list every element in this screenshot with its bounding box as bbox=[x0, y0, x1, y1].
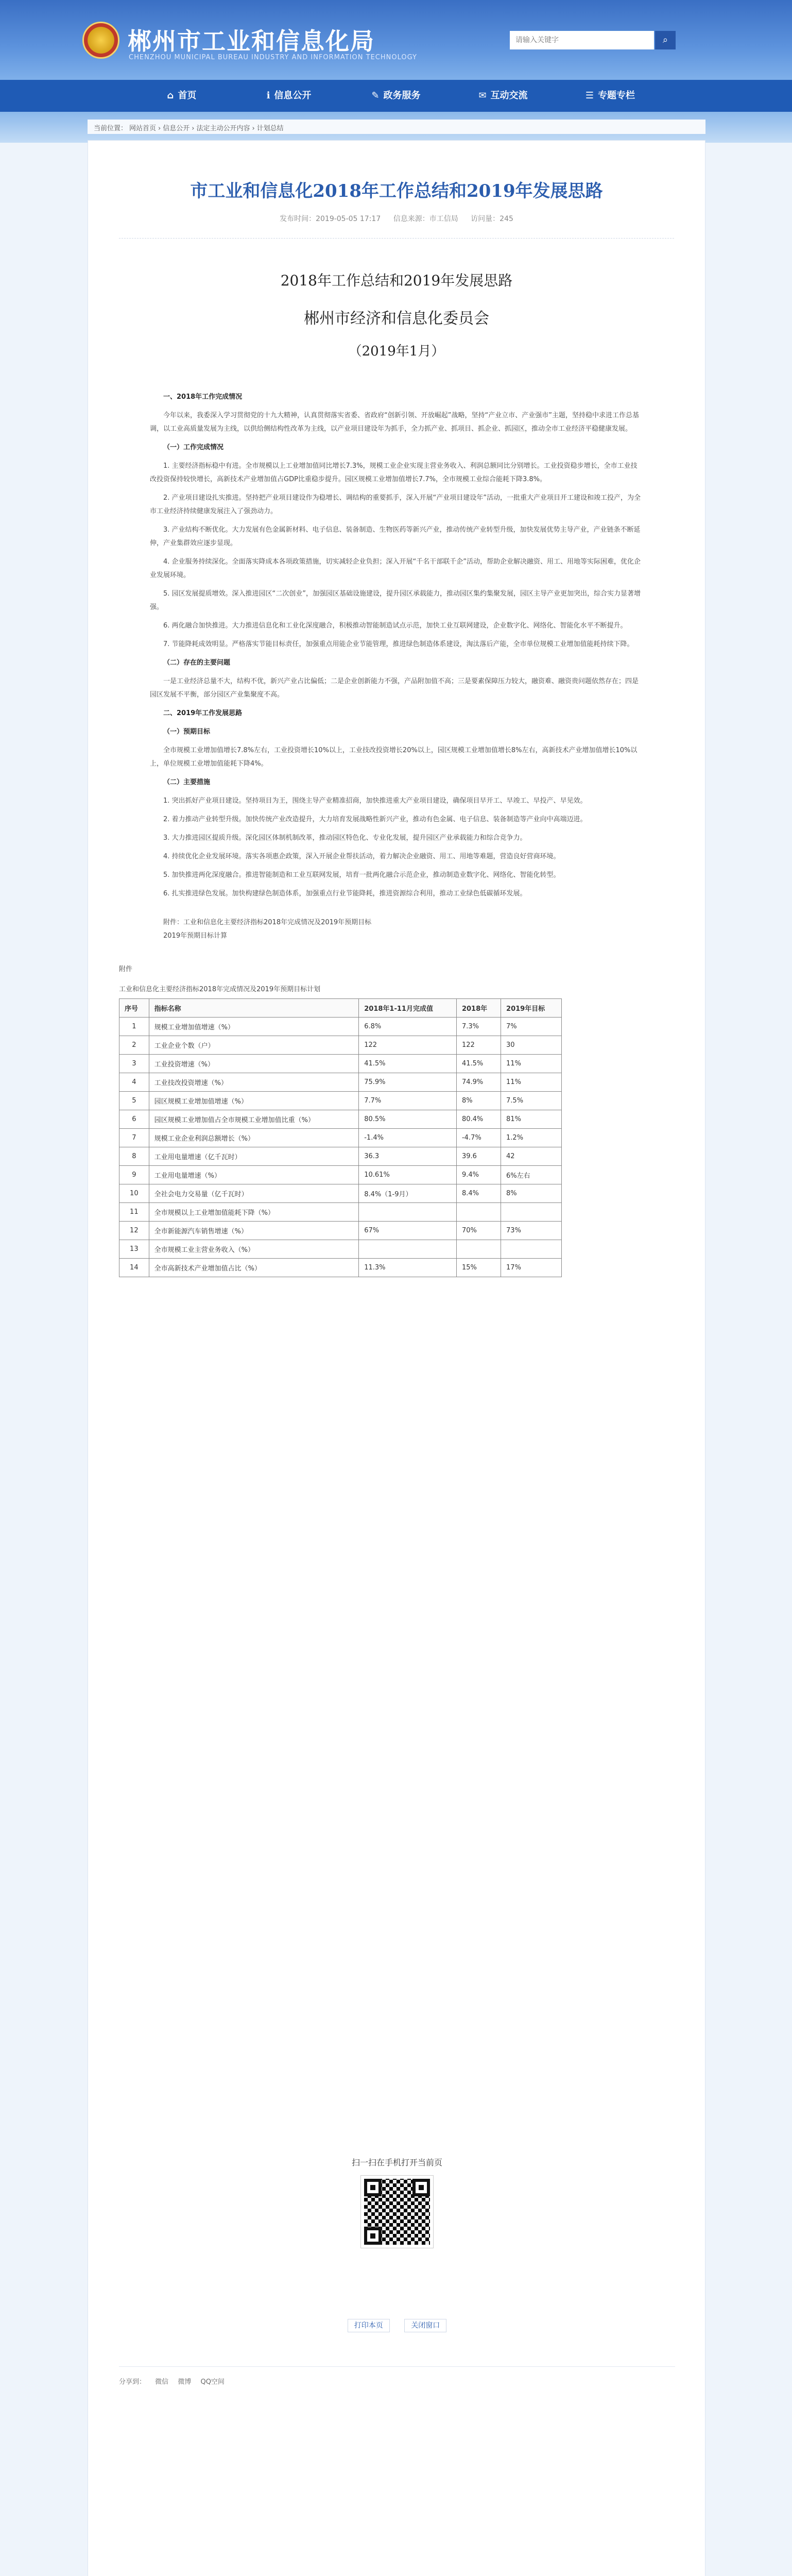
table-row bbox=[119, 1147, 562, 1166]
indicator-table bbox=[119, 998, 562, 1277]
table-cell: 70% bbox=[456, 1222, 501, 1240]
paragraph: 1. 主要经济指标稳中有进。全市规模以上工业增加值同比增长7.3%，规模工业企业实现主营业务收入、利润总额同比分别增长。工业投资稳步增长，全市工业技改投资保持较快增长，高新技术产业增加值占GDP比重稳步提升。园区规模工业增加值增长7.7%，全市规模工业综合能耗下降3.8%。 bbox=[150, 462, 638, 483]
nav-item-2[interactable] bbox=[345, 84, 447, 107]
table-cell: 36.3 bbox=[359, 1147, 457, 1166]
table-cell: 30 bbox=[501, 1036, 562, 1055]
paragraph: 4. 持续优化企业发展环境。落实各项惠企政策，深入开展企业帮扶活动，着力解决企业融资、用工、用地等难题，营造良好营商环境。 bbox=[163, 853, 560, 860]
nav-label: 专题专栏 bbox=[598, 90, 635, 101]
nav-item-3[interactable] bbox=[452, 84, 555, 107]
table-cell bbox=[501, 1203, 562, 1222]
table-cell: 全市规模工业主营业务收入（%） bbox=[149, 1240, 359, 1259]
table-cell: 4 bbox=[119, 1073, 149, 1092]
table-cell bbox=[359, 1240, 457, 1259]
table-cell: 80.5% bbox=[359, 1110, 457, 1129]
info-icon: ℹ bbox=[266, 90, 270, 101]
nav-label: 政务服务 bbox=[383, 90, 421, 101]
table-cell: 67% bbox=[359, 1222, 457, 1240]
qr-finder bbox=[412, 2179, 430, 2196]
paragraph: 2. 产业项目建设扎实推进。坚持把产业项目建设作为稳增长、调结构的重要抓手，深入开展“产业项目建设年”活动，一批重大产业项目开工建设和竣工投产，为全市工业经济持续健康发展注入了强劲动力。 bbox=[150, 494, 641, 515]
table-cell: 工业投资增速（%） bbox=[149, 1055, 359, 1073]
table-row bbox=[119, 1092, 562, 1110]
table-cell: 122 bbox=[456, 1036, 501, 1055]
emblem-logo bbox=[82, 22, 119, 59]
service-icon: ✎ bbox=[371, 90, 380, 101]
table-cell bbox=[456, 1240, 501, 1259]
topic-icon: ☰ bbox=[585, 90, 594, 101]
breadcrumb-separator: › bbox=[252, 125, 255, 132]
site-title: 郴州市工业和信息化局 bbox=[128, 27, 375, 55]
main-nav bbox=[0, 80, 792, 112]
table-cell: 8 bbox=[119, 1147, 149, 1166]
section-heading: （二）主要措施 bbox=[163, 778, 211, 786]
article-meta bbox=[88, 213, 705, 224]
article-title: 市工业和信息化2018年工作总结和2019年发展思路 bbox=[190, 181, 603, 201]
qr-label: 扫一扫在手机打开当前页 bbox=[351, 2158, 442, 2167]
breadcrumb-item[interactable]: 网站首页 bbox=[129, 125, 157, 132]
table-cell: 1.2% bbox=[501, 1129, 562, 1147]
table-title: 工业和信息化主要经济指标2018年完成情况及2019年预期目标计划 bbox=[119, 986, 321, 993]
table-cell: 11% bbox=[501, 1073, 562, 1092]
section-heading: （一）工作完成情况 bbox=[163, 444, 224, 451]
table-cell: 规模工业企业利润总额增长（%） bbox=[149, 1129, 359, 1147]
home-icon: ⌂ bbox=[167, 90, 174, 101]
table-cell: 10.61% bbox=[359, 1166, 457, 1184]
table-cell: 8.4% bbox=[456, 1184, 501, 1203]
nav-label: 首页 bbox=[178, 90, 197, 101]
table-cell: 5 bbox=[119, 1092, 149, 1110]
table-cell: 73% bbox=[501, 1222, 562, 1240]
share-bar bbox=[119, 2366, 675, 2386]
breadcrumb-item[interactable]: 信息公开 bbox=[163, 125, 190, 132]
breadcrumb-item: 当前位置： bbox=[94, 125, 128, 132]
table-cell: 园区规模工业增加值占全市规模工业增加值比重（%） bbox=[149, 1110, 359, 1129]
table-cell: 13 bbox=[119, 1240, 149, 1259]
share-label: 分享到： bbox=[119, 2378, 146, 2386]
publish-date: 发布时间：2019-05-05 17:17 bbox=[280, 215, 381, 223]
table-cell: 全市规模以上工业增加值能耗下降（%） bbox=[149, 1203, 359, 1222]
table-cell: 81% bbox=[501, 1110, 562, 1129]
table-cell: 6 bbox=[119, 1110, 149, 1129]
article-actions bbox=[88, 2320, 706, 2330]
search-input[interactable] bbox=[510, 31, 654, 49]
table-cell: 8% bbox=[456, 1092, 501, 1110]
table-row bbox=[119, 1240, 562, 1259]
table-cell: -4.7% bbox=[456, 1129, 501, 1147]
paragraph: 5. 加快推进两化深度融合。推进智能制造和工业互联网发展，培育一批两化融合示范企业，推动制造业数字化、网络化、智能化转型。 bbox=[163, 871, 560, 879]
table-row bbox=[119, 1110, 562, 1129]
info-source: 信息来源：市工信局 bbox=[393, 215, 458, 223]
table-cell: 工业技改投资增速（%） bbox=[149, 1073, 359, 1092]
table-row bbox=[119, 1184, 562, 1203]
paragraph: 2. 着力推动产业转型升级。加快传统产业改造提升，大力培育发展战略性新兴产业，推动有色金属、电子信息、装备制造等产业向中高端迈进。 bbox=[163, 816, 587, 823]
paragraph: 今年以来，我委深入学习贯彻党的十九大精神，认真贯彻落实省委、省政府“创新引领、开放崛起”战略，坚持“产业立市、产业强市”主题，坚持稳中求进工作总基调，以工业高质量发展为主线，以供给侧结构性改革为主线，以产业项目建设年为抓手，全力抓产业、抓项目、抓企业、抓园区，推动全市工业经济平稳健康发展。 bbox=[150, 412, 639, 433]
view-count: 访问量：245 bbox=[471, 215, 513, 223]
nav-item-1[interactable] bbox=[237, 84, 340, 107]
nav-label: 互动交流 bbox=[490, 90, 528, 101]
table-cell: 7.7% bbox=[359, 1092, 457, 1110]
table-cell: 3 bbox=[119, 1055, 149, 1073]
table-cell: 工业企业个数（户） bbox=[149, 1036, 359, 1055]
table-cell: 1 bbox=[119, 1018, 149, 1036]
table-row bbox=[119, 1259, 562, 1277]
share-wechat[interactable]: 微信 bbox=[155, 2378, 169, 2386]
table-cell: 2 bbox=[119, 1036, 149, 1055]
table-cell: 17% bbox=[501, 1259, 562, 1277]
section-heading: 一、2018年工作完成情况 bbox=[163, 393, 243, 401]
qr-code bbox=[361, 2176, 433, 2248]
section-heading: 二、2019年工作发展思路 bbox=[163, 709, 243, 717]
table-cell: 全社会电力交易量（亿千瓦时） bbox=[149, 1184, 359, 1203]
section-heading: （二）存在的主要问题 bbox=[163, 659, 231, 667]
article-body bbox=[150, 391, 643, 901]
paragraph: 4. 企业服务持续深化。全面落实降成本各项政策措施，切实减轻企业负担；深入开展“千名干部联千企”活动，帮助企业解决融资、用工、用地等实际困难，优化企业发展环境。 bbox=[150, 558, 641, 579]
paragraph: 6. 扎实推进绿色发展。加快构建绿色制造体系，加强重点行业节能降耗，推进资源综合利用，推动工业绿色低碳循环发展。 bbox=[163, 890, 527, 897]
section-heading: （一）预期目标 bbox=[163, 728, 211, 736]
breadcrumb-separator: › bbox=[158, 125, 161, 132]
breadcrumb-separator: › bbox=[192, 125, 195, 132]
divider bbox=[119, 238, 674, 239]
table-cell: 74.9% bbox=[456, 1073, 501, 1092]
paragraph: 3. 产业结构不断优化。大力发展有色金属新材料、电子信息、装备制造、生物医药等新兴产业，推动传统产业转型升级，加快发展优势主导产业，产业链条不断延伸，产业集群效应逐步显现。 bbox=[150, 526, 641, 547]
table-cell: 41.5% bbox=[456, 1055, 501, 1073]
table-cell: 41.5% bbox=[359, 1055, 457, 1073]
table-row bbox=[119, 1203, 562, 1222]
paragraph: 1. 突出抓好产业项目建设。坚持项目为王，围绕主导产业精准招商，加快推进重大产业项目建设，确保项目早开工、早竣工、早投产、早见效。 bbox=[163, 797, 587, 805]
table-cell bbox=[456, 1203, 501, 1222]
site-header bbox=[0, 0, 792, 80]
table-row bbox=[119, 1018, 562, 1036]
table-cell: 42 bbox=[501, 1147, 562, 1166]
attachment-link[interactable]: 附件：工业和信息化主要经济指标2018年完成情况及2019年预期目标 bbox=[163, 919, 372, 926]
table-row bbox=[119, 1222, 562, 1240]
qr-finder bbox=[364, 2179, 382, 2196]
table-cell: 9.4% bbox=[456, 1166, 501, 1184]
article-panel bbox=[88, 140, 705, 2576]
table-cell: 园区规模工业增加值增速（%） bbox=[149, 1092, 359, 1110]
table-row bbox=[119, 1036, 562, 1055]
table-cell: 规模工业增加值增速（%） bbox=[149, 1018, 359, 1036]
table-cell: 7.3% bbox=[456, 1018, 501, 1036]
doc-date: （2019年1月） bbox=[348, 344, 445, 359]
breadcrumb-item[interactable]: 法定主动公开内容 bbox=[196, 125, 250, 132]
table-cell: 75.9% bbox=[359, 1073, 457, 1092]
site-subtitle: CHENZHOU MUNICIPAL BUREAU INDUSTRY AND INFORMATION TECHNOLOGY bbox=[129, 54, 417, 61]
table-cell: -1.4% bbox=[359, 1129, 457, 1147]
paragraph: 6. 两化融合加快推进。大力推进信息化和工业化深度融合，积极推动智能制造试点示范，加快工业互联网建设，企业数字化、网络化、智能化水平不断提升。 bbox=[163, 622, 627, 630]
paragraph: 一是工业经济总量不大，结构不优，新兴产业占比偏低；二是企业创新能力不强，产品附加值不高；三是要素保障压力较大，融资难、融资贵问题依然存在；四是园区发展不平衡，部分园区产业集聚度不高。 bbox=[150, 677, 639, 699]
table-cell: 122 bbox=[359, 1036, 457, 1055]
table-cell: 全市高新技术产业增加值占比（%） bbox=[149, 1259, 359, 1277]
table-cell: 7% bbox=[501, 1018, 562, 1036]
table-header: 序号 bbox=[119, 999, 149, 1018]
table-cell: 工业用电量增速（%） bbox=[149, 1166, 359, 1184]
table-cell: 39.6 bbox=[456, 1147, 501, 1166]
table-cell: 12 bbox=[119, 1222, 149, 1240]
table-caption: 附件 bbox=[119, 965, 133, 973]
table-cell: 11% bbox=[501, 1055, 562, 1073]
table-row bbox=[119, 1129, 562, 1147]
share-weibo[interactable]: 微博 bbox=[178, 2378, 192, 2386]
breadcrumb bbox=[88, 120, 705, 134]
doc-title: 2018年工作总结和2019年发展思路 bbox=[280, 272, 513, 289]
table-cell: 7 bbox=[119, 1129, 149, 1147]
paragraph: 5. 园区发展提质增效。深入推进园区“二次创业”，加强园区基础设施建设，提升园区承载能力，推动园区集约集聚发展，园区主导产业更加突出，综合实力显著增强。 bbox=[150, 590, 641, 611]
table-header: 2018年 bbox=[456, 999, 501, 1018]
table-cell: 8% bbox=[501, 1184, 562, 1203]
share-qzone[interactable]: QQ空间 bbox=[200, 2378, 225, 2386]
table-header: 2018年1-11月完成值 bbox=[359, 999, 457, 1018]
paragraph: 7. 节能降耗成效明显。严格落实节能目标责任，加强重点用能企业节能管理，推进绿色制造体系建设，淘汰落后产能，全市单位规模工业增加值能耗持续下降。 bbox=[163, 640, 634, 648]
paragraph: 全市规模工业增加值增长7.8%左右，工业投资增长10%以上，工业技改投资增长20%以上，园区规模工业增加值增长8%左右，高新技术产业增加值增长10%以上，单位规模工业增加值能耗下降4%。 bbox=[150, 747, 638, 768]
table-cell: 8.4%（1-9月） bbox=[359, 1184, 457, 1203]
table-cell: 15% bbox=[456, 1259, 501, 1277]
table-cell: 14 bbox=[119, 1259, 149, 1277]
search-icon[interactable]: ⌕ bbox=[655, 31, 676, 49]
table-cell bbox=[501, 1240, 562, 1259]
breadcrumb-item[interactable]: 计划总结 bbox=[256, 125, 284, 132]
table-cell: 9 bbox=[119, 1166, 149, 1184]
table-cell: 6%左右 bbox=[501, 1166, 562, 1184]
nav-item-0[interactable] bbox=[130, 84, 233, 107]
table-cell: 11 bbox=[119, 1203, 149, 1222]
table-header: 指标名称 bbox=[149, 999, 359, 1018]
print-button[interactable]: 打印本页 bbox=[348, 2319, 390, 2332]
nav-item-4[interactable] bbox=[559, 84, 662, 107]
attachment-link[interactable]: 2019年预期目标计算 bbox=[163, 932, 228, 940]
table-row bbox=[119, 1166, 562, 1184]
table-row bbox=[119, 1073, 562, 1092]
table-header: 2019年目标 bbox=[501, 999, 562, 1018]
paragraph: 3. 大力推进园区提质升级。深化园区体制机制改革，推动园区特色化、专业化发展，提升园区产业承载能力和综合竞争力。 bbox=[163, 834, 527, 842]
qr-finder bbox=[364, 2227, 382, 2245]
table-cell: 11.3% bbox=[359, 1259, 457, 1277]
close-window-button[interactable]: 关闭窗口 bbox=[404, 2319, 446, 2332]
doc-org: 郴州市经济和信息化委员会 bbox=[304, 310, 489, 328]
table-cell: 全市新能源汽车销售增速（%） bbox=[149, 1222, 359, 1240]
table-cell: 10 bbox=[119, 1184, 149, 1203]
table-row bbox=[119, 1055, 562, 1073]
document-header bbox=[88, 269, 705, 360]
table-cell: 80.4% bbox=[456, 1110, 501, 1129]
attachments bbox=[150, 916, 643, 943]
table-cell: 工业用电量增速（亿千瓦时） bbox=[149, 1147, 359, 1166]
table-cell bbox=[359, 1203, 457, 1222]
table-cell: 6.8% bbox=[359, 1018, 457, 1036]
nav-label: 信息公开 bbox=[274, 90, 312, 101]
chat-icon: ✉ bbox=[478, 90, 487, 101]
table-cell: 7.5% bbox=[501, 1092, 562, 1110]
